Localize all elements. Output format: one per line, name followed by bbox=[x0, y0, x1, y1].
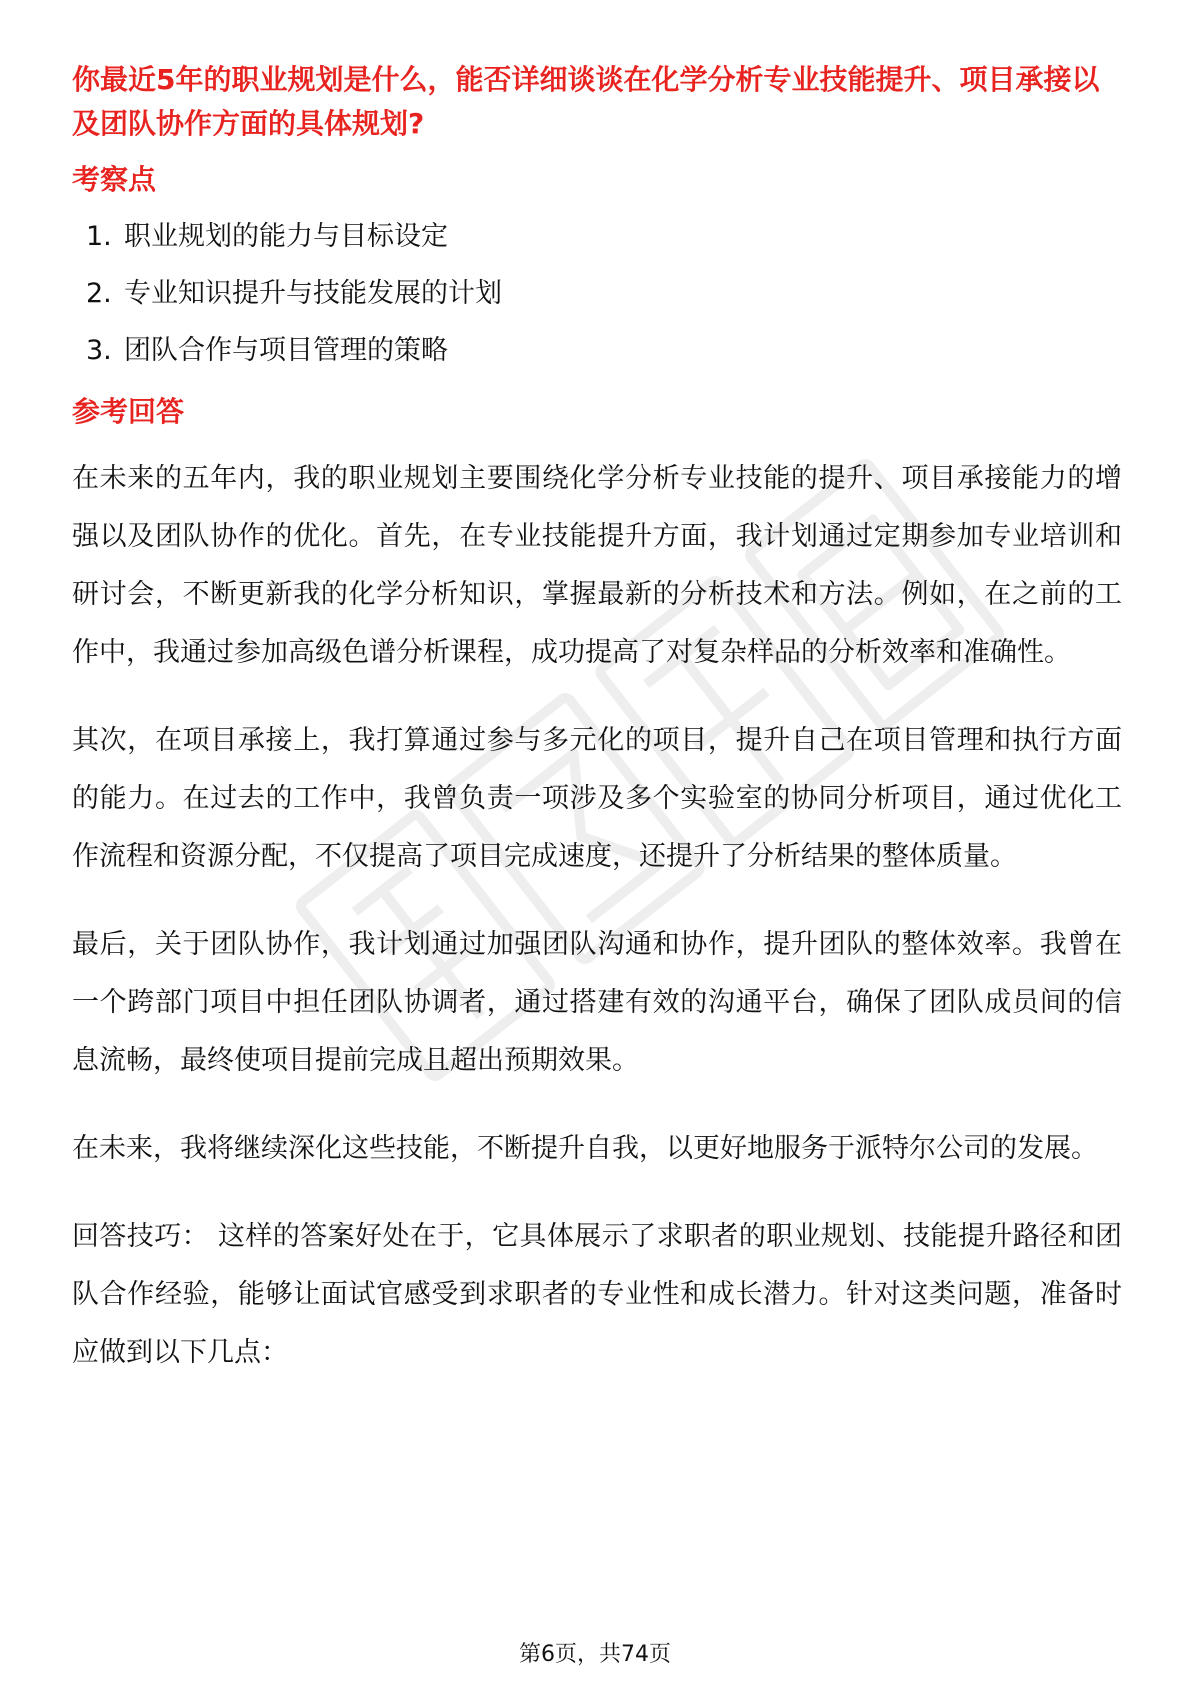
answer-paragraph: 在未来的五年内，我的职业规划主要围绕化学分析专业技能的提升、项目承接能力的增强以及团队协作的优化。首先，在专业技能提升方面，我计划通过定期参加专业培训和研讨会，不断更新我的化学分析知识，掌握最新的分析技术和方法。例如，在之前的工作中，我通过参加高级色谱分析课程，成功提高了对复杂样品的分析效率和准确性。 bbox=[72, 463, 1122, 668]
answer-heading: 参考回答 bbox=[72, 395, 185, 428]
list-item-text: 职业规划的能力与目标设定 bbox=[124, 221, 448, 252]
document-content bbox=[72, 58, 1122, 1382]
list-item bbox=[72, 275, 1122, 313]
list-item bbox=[72, 218, 1122, 256]
page-number-footer: 第6页，共74页 bbox=[519, 1642, 671, 1667]
answer-paragraph: 其次，在项目承接上，我打算通过参与多元化的项目，提升自己在项目管理和执行方面的能力。在过去的工作中，我曾负责一项涉及多个实验室的协同分析项目，通过优化工作流程和资源分配，不仅提高了项目完成速度，还提升了分析结果的整体质量。 bbox=[72, 725, 1122, 872]
points-list bbox=[72, 218, 1122, 370]
list-item bbox=[72, 332, 1122, 370]
list-item-number: 3. bbox=[86, 335, 112, 366]
points-heading: 考察点 bbox=[72, 163, 157, 196]
list-item-text: 专业知识提升与技能发展的计划 bbox=[124, 278, 502, 309]
answer-paragraph: 在未来，我将继续深化这些技能，不断提升自我，以更好地服务于派特尔公司的发展。 bbox=[72, 1133, 1098, 1164]
list-item-number: 2. bbox=[86, 278, 112, 309]
answer-tips-paragraph: 回答技巧： 这样的答案好处在于，它具体展示了求职者的职业规划、技能提升路径和团队合作经验，能够让面试官感受到求职者的专业性和成长潜力。针对这类问题，准备时应做到以下几点： bbox=[72, 1221, 1122, 1368]
list-item-text: 团队合作与项目管理的策略 bbox=[124, 335, 448, 366]
question-heading: 你最近5年的职业规划是什么，能否详细谈谈在化学分析专业技能提升、项目承接以及团队协作方面的具体规划? bbox=[72, 63, 1100, 140]
list-item-number: 1. bbox=[86, 221, 112, 252]
answer-paragraph: 最后，关于团队协作，我计划通过加强团队沟通和协作，提升团队的整体效率。我曾在一个跨部门项目中担任团队协调者，通过搭建有效的沟通平台，确保了团队成员间的信息流畅，最终使项目提前完成且超出预期效果。 bbox=[72, 929, 1122, 1076]
